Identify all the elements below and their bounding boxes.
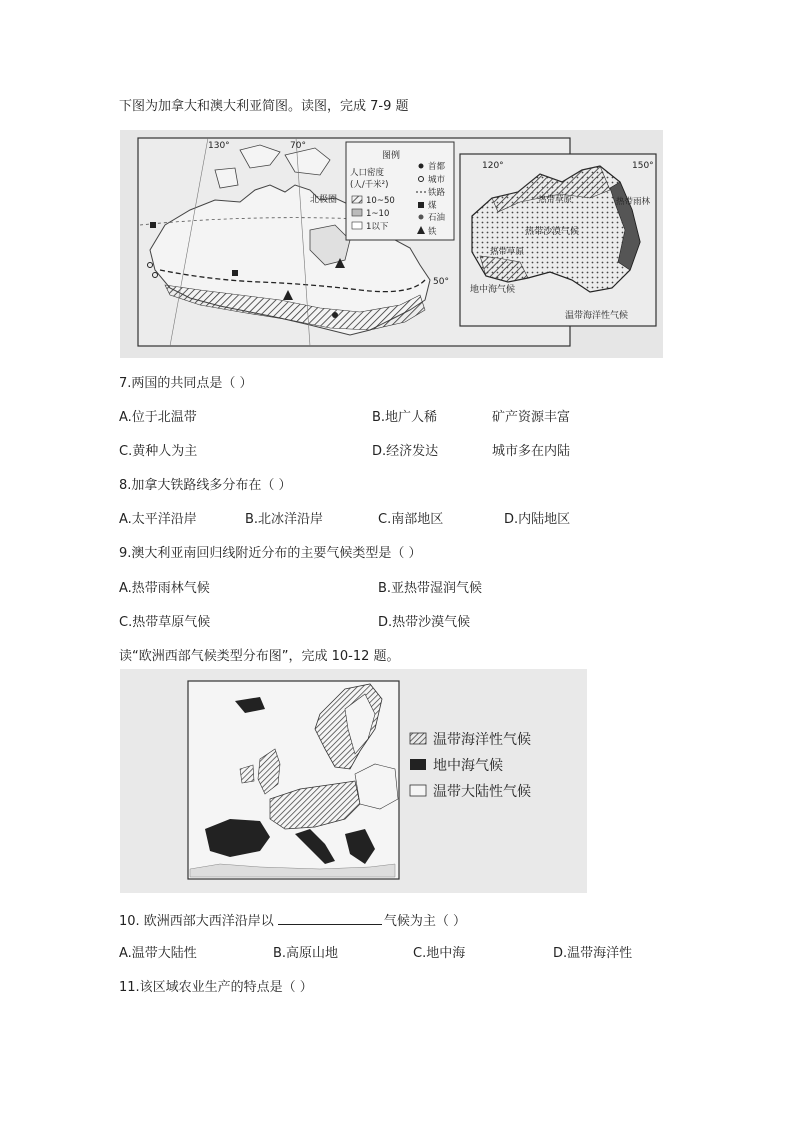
legend-oil-icon — [419, 215, 424, 220]
legend-pop-density: 人口密度 — [350, 168, 385, 178]
q8-option-a: A.太平洋沿岸 — [119, 512, 197, 527]
q9-option-c: C.热带草原气候 — [119, 615, 211, 630]
lon-130-label: 130° — [208, 141, 230, 151]
lon-70-label: 70° — [290, 141, 306, 151]
q9-option-b: B.亚热带湿润气候 — [378, 581, 483, 596]
aus-lon-120-label: 120° — [482, 161, 504, 171]
aus-savanna-label-2: 热带草原 — [490, 247, 525, 257]
legend-iron: 铁 — [428, 227, 437, 237]
canada-australia-map — [120, 130, 663, 358]
legend-oceanic-label: 温带海洋性气候 — [433, 732, 531, 748]
q8-option-d: D.内陆地区 — [504, 512, 571, 527]
q7-option-d: D.经济发达 — [372, 444, 439, 459]
q10-stem-before: 10. 欧洲西部大西洋沿岸以 — [119, 914, 274, 929]
europe-climate-map — [120, 669, 587, 893]
legend-railway: 铁路 — [428, 188, 446, 198]
capital-symbol — [332, 312, 338, 318]
aus-rainforest-label: 热带雨林 — [616, 197, 651, 207]
coal-symbol — [232, 270, 238, 276]
q10-answer-blank — [278, 911, 382, 925]
intro-text-2: 读“欧洲西部气候类型分布图”，完成 10-12 题。 — [119, 649, 400, 664]
legend-oceanic-swatch — [410, 733, 426, 744]
intro-text-1: 下图为加拿大和澳大利亚简图。读图，完成 7-9 题 — [119, 99, 409, 114]
legend-swatch-dense — [352, 196, 362, 203]
q7-option-b-cont: 矿产资源丰富 — [492, 410, 571, 425]
legend-capital: 首都 — [428, 162, 446, 172]
legend-oil: 石油 — [428, 213, 446, 223]
q7-option-b: B.地广人稀 — [372, 410, 438, 425]
q8-option-b: B.北冰洋沿岸 — [245, 512, 324, 527]
q10-option-d: D.温带海洋性 — [553, 946, 633, 961]
legend-continental-swatch — [410, 785, 426, 796]
arctic-circle-label: 北极圈 — [310, 195, 338, 205]
legend-class-3: 1以下 — [366, 222, 389, 232]
q7-option-c: C.黄种人为主 — [119, 444, 198, 459]
legend-class-1: 10~50 — [366, 196, 395, 206]
q7-option-d-cont: 城市多在内陆 — [492, 444, 571, 459]
aus-savanna-label-1: 热带草原 — [538, 195, 573, 205]
legend-swatch-sparse — [352, 222, 362, 229]
q9-option-d: D.热带沙漠气候 — [378, 615, 471, 630]
legend-title: 图例 — [382, 151, 401, 161]
europe-climate-figure — [120, 669, 587, 893]
question-10-stem — [119, 911, 466, 931]
aus-mediterranean-label: 地中海气候 — [470, 285, 516, 295]
aus-oceanic-label: 温带海洋性气候 — [565, 311, 629, 321]
eastern-mainland-continental — [355, 764, 398, 809]
legend-coal-icon — [418, 202, 424, 208]
aus-desert-label: 热带沙漠气候 — [525, 227, 580, 237]
q10-stem-after: 气候为主（ ） — [383, 914, 466, 929]
legend-continental-label: 温带大陆性气候 — [433, 784, 531, 800]
legend-swatch-medium — [352, 209, 362, 216]
legend-class-2: 1~10 — [366, 209, 390, 219]
q10-option-c: C.地中海 — [413, 946, 466, 961]
q10-option-b: B.高原山地 — [273, 946, 339, 961]
question-8-stem: 8.加拿大铁路线多分布在（ ） — [119, 478, 292, 493]
q8-option-c: C.南部地区 — [378, 512, 444, 527]
q9-option-a: A.热带雨林气候 — [119, 581, 210, 596]
legend-mediterranean-label: 地中海气候 — [433, 758, 503, 774]
coal-symbol — [150, 222, 156, 228]
q10-option-a: A.温带大陆性 — [119, 946, 197, 961]
q7-option-a: A.位于北温带 — [119, 410, 197, 425]
canada-australia-figure — [120, 130, 663, 358]
legend-coal: 煤 — [428, 201, 437, 211]
legend-city: 城市 — [428, 175, 446, 185]
question-11-stem: 11.该区域农业生产的特点是（ ） — [119, 980, 313, 995]
question-9-stem: 9.澳大利亚南回归线附近分布的主要气候类型是（ ） — [119, 546, 422, 561]
legend-pop-unit: (人/千米²) — [350, 180, 389, 190]
aus-lon-150-label: 150° — [632, 161, 654, 171]
question-7-stem: 7.两国的共同点是（ ） — [119, 376, 253, 391]
legend-capital-icon — [419, 164, 424, 169]
legend-mediterranean-swatch — [410, 759, 426, 770]
lat-50-label: 50° — [433, 277, 449, 287]
